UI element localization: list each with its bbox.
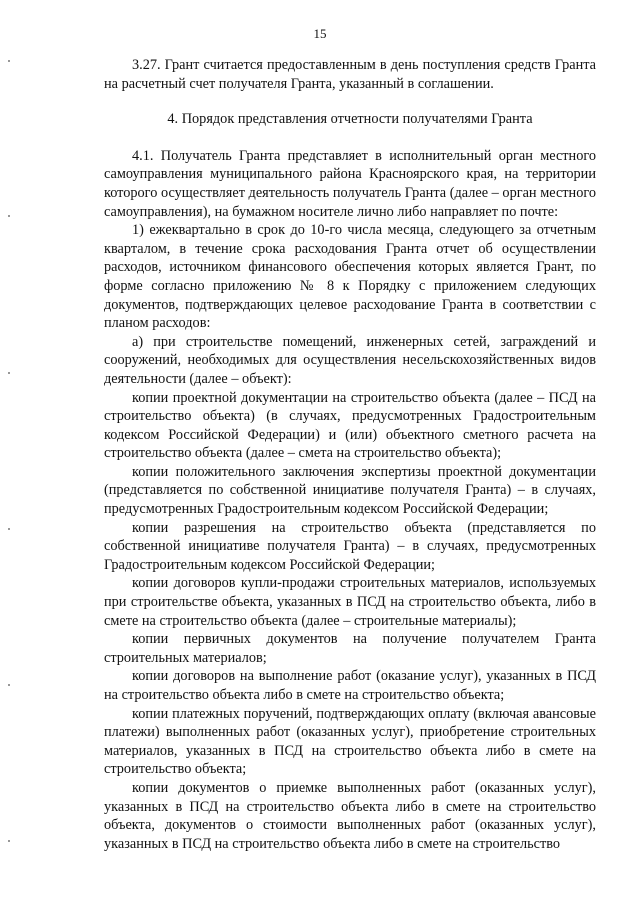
paragraph-work-contracts: копии договоров на выполнение работ (оказание услуг), указанных в ПСД на строительство объекта либо в смете на строительство объекта; — [104, 668, 596, 703]
paragraph-purchase-contracts: копии договоров купли-продажи строительных материалов, используемых при строительстве объекта, указанных в ПСД на строительство объекта, либо в смете на строительство объекта (далее – строительные материалы); — [104, 575, 596, 629]
scan-mark — [8, 684, 10, 686]
paragraph-expertise-copies: копии положительного заключения экспертизы проектной документации (представляется по собственной инициативе получателя Гранта) – в случаях, предусмотренных Градостроительным кодексом Российской Федерации; — [104, 463, 596, 518]
paragraph-psd-copies: копии проектной документации на строительство объекта (далее – ПСД на строительство объекта) (в случаях, предусмотренных Градостроительным кодексом Российской Федерации) и (или) объектного сметного расчета на строительство объекта (далее – смета на строительство объекта); — [104, 389, 596, 462]
paragraph-primary-documents: копии первичных документов на получение получателем Гранта строительных материалов; — [104, 631, 596, 666]
paragraph-payment-orders: копии платежных поручений, подтверждающих оплату (включая авансовые платежи) выполненных работ (оказанных услуг), приобретение строительных материалов, указанных в ПСД на строительство объекта либо в смете на строительство объекта; — [104, 705, 596, 778]
paragraph-acceptance-documents: копии документов о приемке выполненных работ (оказанных услуг), указанных в ПСД на строительство объекта либо в смете на строительство объекта, документов о стоимости выполненных работ (оказанных услуг), указанных в ПСД на строительство объекта либо в смете на строительство — [104, 779, 596, 852]
section-heading: 4. Порядок представления отчетности получателями Гранта — [167, 111, 533, 128]
scan-mark — [8, 60, 10, 62]
scan-mark — [8, 215, 10, 217]
paragraph-3-27: 3.27. Грант считается предоставленным в день поступления средств Гранта на расчетный счет получателя Гранта, указанный в соглашении. — [104, 57, 596, 92]
document-body — [104, 56, 596, 853]
scan-mark — [8, 372, 10, 374]
paragraph-permit-copies: копии разрешения на строительство объекта (представляется по собственной инициативе получателя Гранта) – в случаях, предусмотренных Градостроительным кодексом Российской Федерации; — [104, 519, 596, 573]
paragraph-item-1: 1) ежеквартально в срок до 10-го числа месяца, следующего за отчетным кварталом, в течение срока расходования Гранта отчет об осуществлении расходов, источником финансового обеспечения которых является Грант, по форме согласно приложению № 8 к Порядку с приложением следующих документов, подтверждающих целевое расходование Гранта в соответствии с планом расходов: — [104, 222, 596, 332]
page-number: 15 — [313, 26, 327, 41]
scan-mark — [8, 840, 10, 842]
paragraph-item-a: а) при строительстве помещений, инженерных сетей, заграждений и сооружений, необходимых для осуществления несельскохозяйственных видов деятельности (далее – объект): — [104, 333, 596, 387]
scan-mark — [8, 528, 10, 530]
paragraph-4-1: 4.1. Получатель Гранта представляет в исполнительный орган местного самоуправления муниципального района Красноярского края, на территории которого осуществляет деятельность получатель Гранта (далее – орган местного самоуправления), на бумажном носителе лично либо направляет по почте: — [104, 147, 596, 220]
